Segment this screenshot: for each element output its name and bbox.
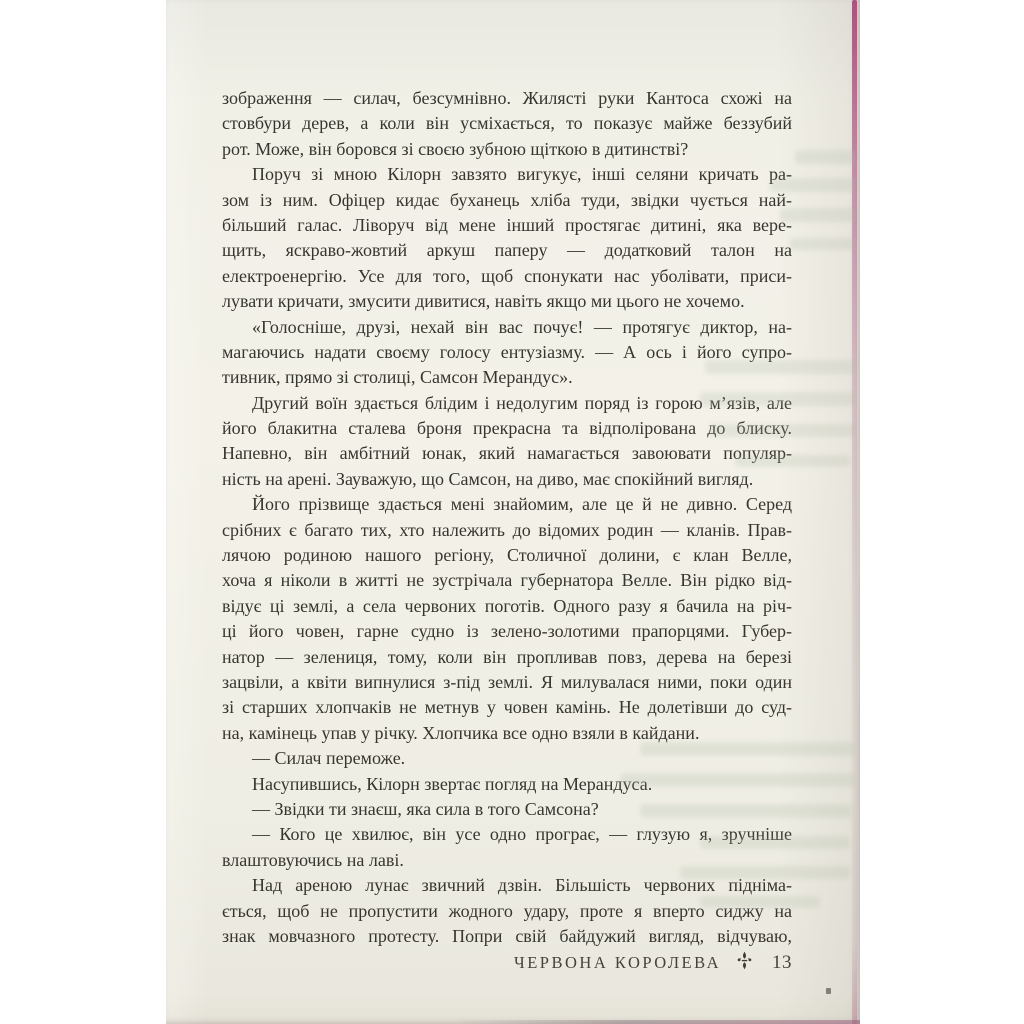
text-line: — Звідки ти знаєш, яка сила в того Самсона?: [252, 798, 599, 819]
text-line: хоча я ніколи в житті не зустрічала губернатора Велле. Він рідко від-: [222, 570, 792, 591]
text-line: електроенергію. Усе для того, щоб спонукати нас уболівати, приси-: [222, 265, 792, 286]
show-through-mark: [790, 238, 855, 250]
text-line: Напевно, він амбітний юнак, який намагається завоювати популяр-: [222, 443, 792, 464]
text-line: зом із ним. Офіцер кидає буханець хліба туди, звідки чується най-: [222, 189, 792, 210]
text-line: срібних є багато тих, хто належить до відомих родин — кланів. Прав-: [222, 519, 792, 540]
page-number: 13: [772, 952, 792, 973]
text-line: ється, щоб не пропустити жодного удару, проте я вперто сиджу на: [222, 900, 792, 921]
text-line: щить, яскраво-жовтий аркуш паперу — додатковий талон на: [222, 240, 792, 261]
text-line: натор — зелениця, тому, коли він пропливав повз, дерева на березі: [222, 646, 792, 667]
running-footer: [222, 951, 792, 975]
text-line: зі старших хлопчаків не метнув у човен камінь. Не долетівши до суд-: [222, 697, 792, 718]
text-line: стовбури дерев, а коли він усміхається, то показує майже беззубий: [222, 113, 792, 134]
page-bottom-shadow: [457, 1020, 860, 1024]
text-block: [222, 86, 792, 949]
text-line: «Голосніше, друзі, нехай він вас почує! — протягує диктор, на-: [252, 316, 792, 337]
running-title: ЧЕРВОНА КОРОЛЕВА: [514, 953, 721, 972]
text-line: Над ареною лунає звичний дзвін. Більшість червоних підніма-: [252, 875, 792, 896]
scan-margin-left: [0, 0, 166, 1024]
text-line: зацвіли, а квіти випнулися з-під землі. Я милувалася ними, поки один: [222, 671, 792, 692]
paper-speck: [826, 988, 831, 994]
fleuron-icon: [737, 951, 752, 975]
page-edge-highlight: [852, 0, 857, 1024]
text-line: зображення — силач, безсумнівно. Жилясті руки Кантоса схожі на: [222, 88, 792, 108]
text-line: влаштовуючись на лаві.: [222, 849, 404, 870]
text-line: Другий воїн здається блідим і недолугим поряд із горою м’язів, але: [252, 392, 792, 413]
text-line: знак мовчазного протесту. Попри свій байдужий вигляд, відчуваю,: [222, 925, 792, 946]
scan-margin-right: [860, 0, 1024, 1024]
text-line: Насупившись, Кілорн звертає погляд на Мерандуса.: [252, 773, 653, 794]
text-line: ці його човен, гарне судно із зелено-золотими прапорцями. Губер-: [222, 621, 792, 642]
text-line: лувати кричати, змусити дивитися, навіть якщо ми цього не хочемо.: [222, 291, 745, 312]
show-through-mark: [795, 150, 855, 164]
text-line: тивник, прямо зі столиці, Самсон Мерандус».: [222, 367, 573, 388]
text-line: більший галас. Ліворуч від мене інший простягає дитині, яка вере-: [222, 214, 792, 235]
text-line: ність на арені. Зауважую, що Самсон, на диво, має спокійний вигляд.: [222, 468, 754, 489]
text-line: рот. Може, він боровся зі своєю зубною щіткою в дитинстві?: [222, 138, 689, 159]
text-line: його блакитна сталева броня прекрасна та відполірована до блиску.: [222, 418, 792, 439]
book-page: [166, 0, 860, 1024]
text-line: — Кого це хвилює, він усе одно програє, — глузую я, зручніше: [252, 824, 792, 845]
text-line: лячою родиною нашого регіону, Столичної долини, є клан Велле,: [222, 545, 792, 566]
text-line: Його прізвище здається мені знайомим, але це й не дивно. Серед: [252, 494, 792, 515]
text-line: магаючись надати своєму голосу ентузіазму. — А ось і його супро-: [222, 341, 792, 362]
text-line: відує ці землі, а села червоних поготів. Одного разу я бачила на річ-: [222, 595, 792, 616]
text-line: — Силач переможе.: [252, 748, 406, 769]
text-line: на, камінець упав у річку. Хлопчика все одно взяли в кайдани.: [222, 722, 700, 743]
text-line: Поруч зі мною Кілорн завзято вигукує, інші селяни кричать ра-: [252, 164, 792, 185]
